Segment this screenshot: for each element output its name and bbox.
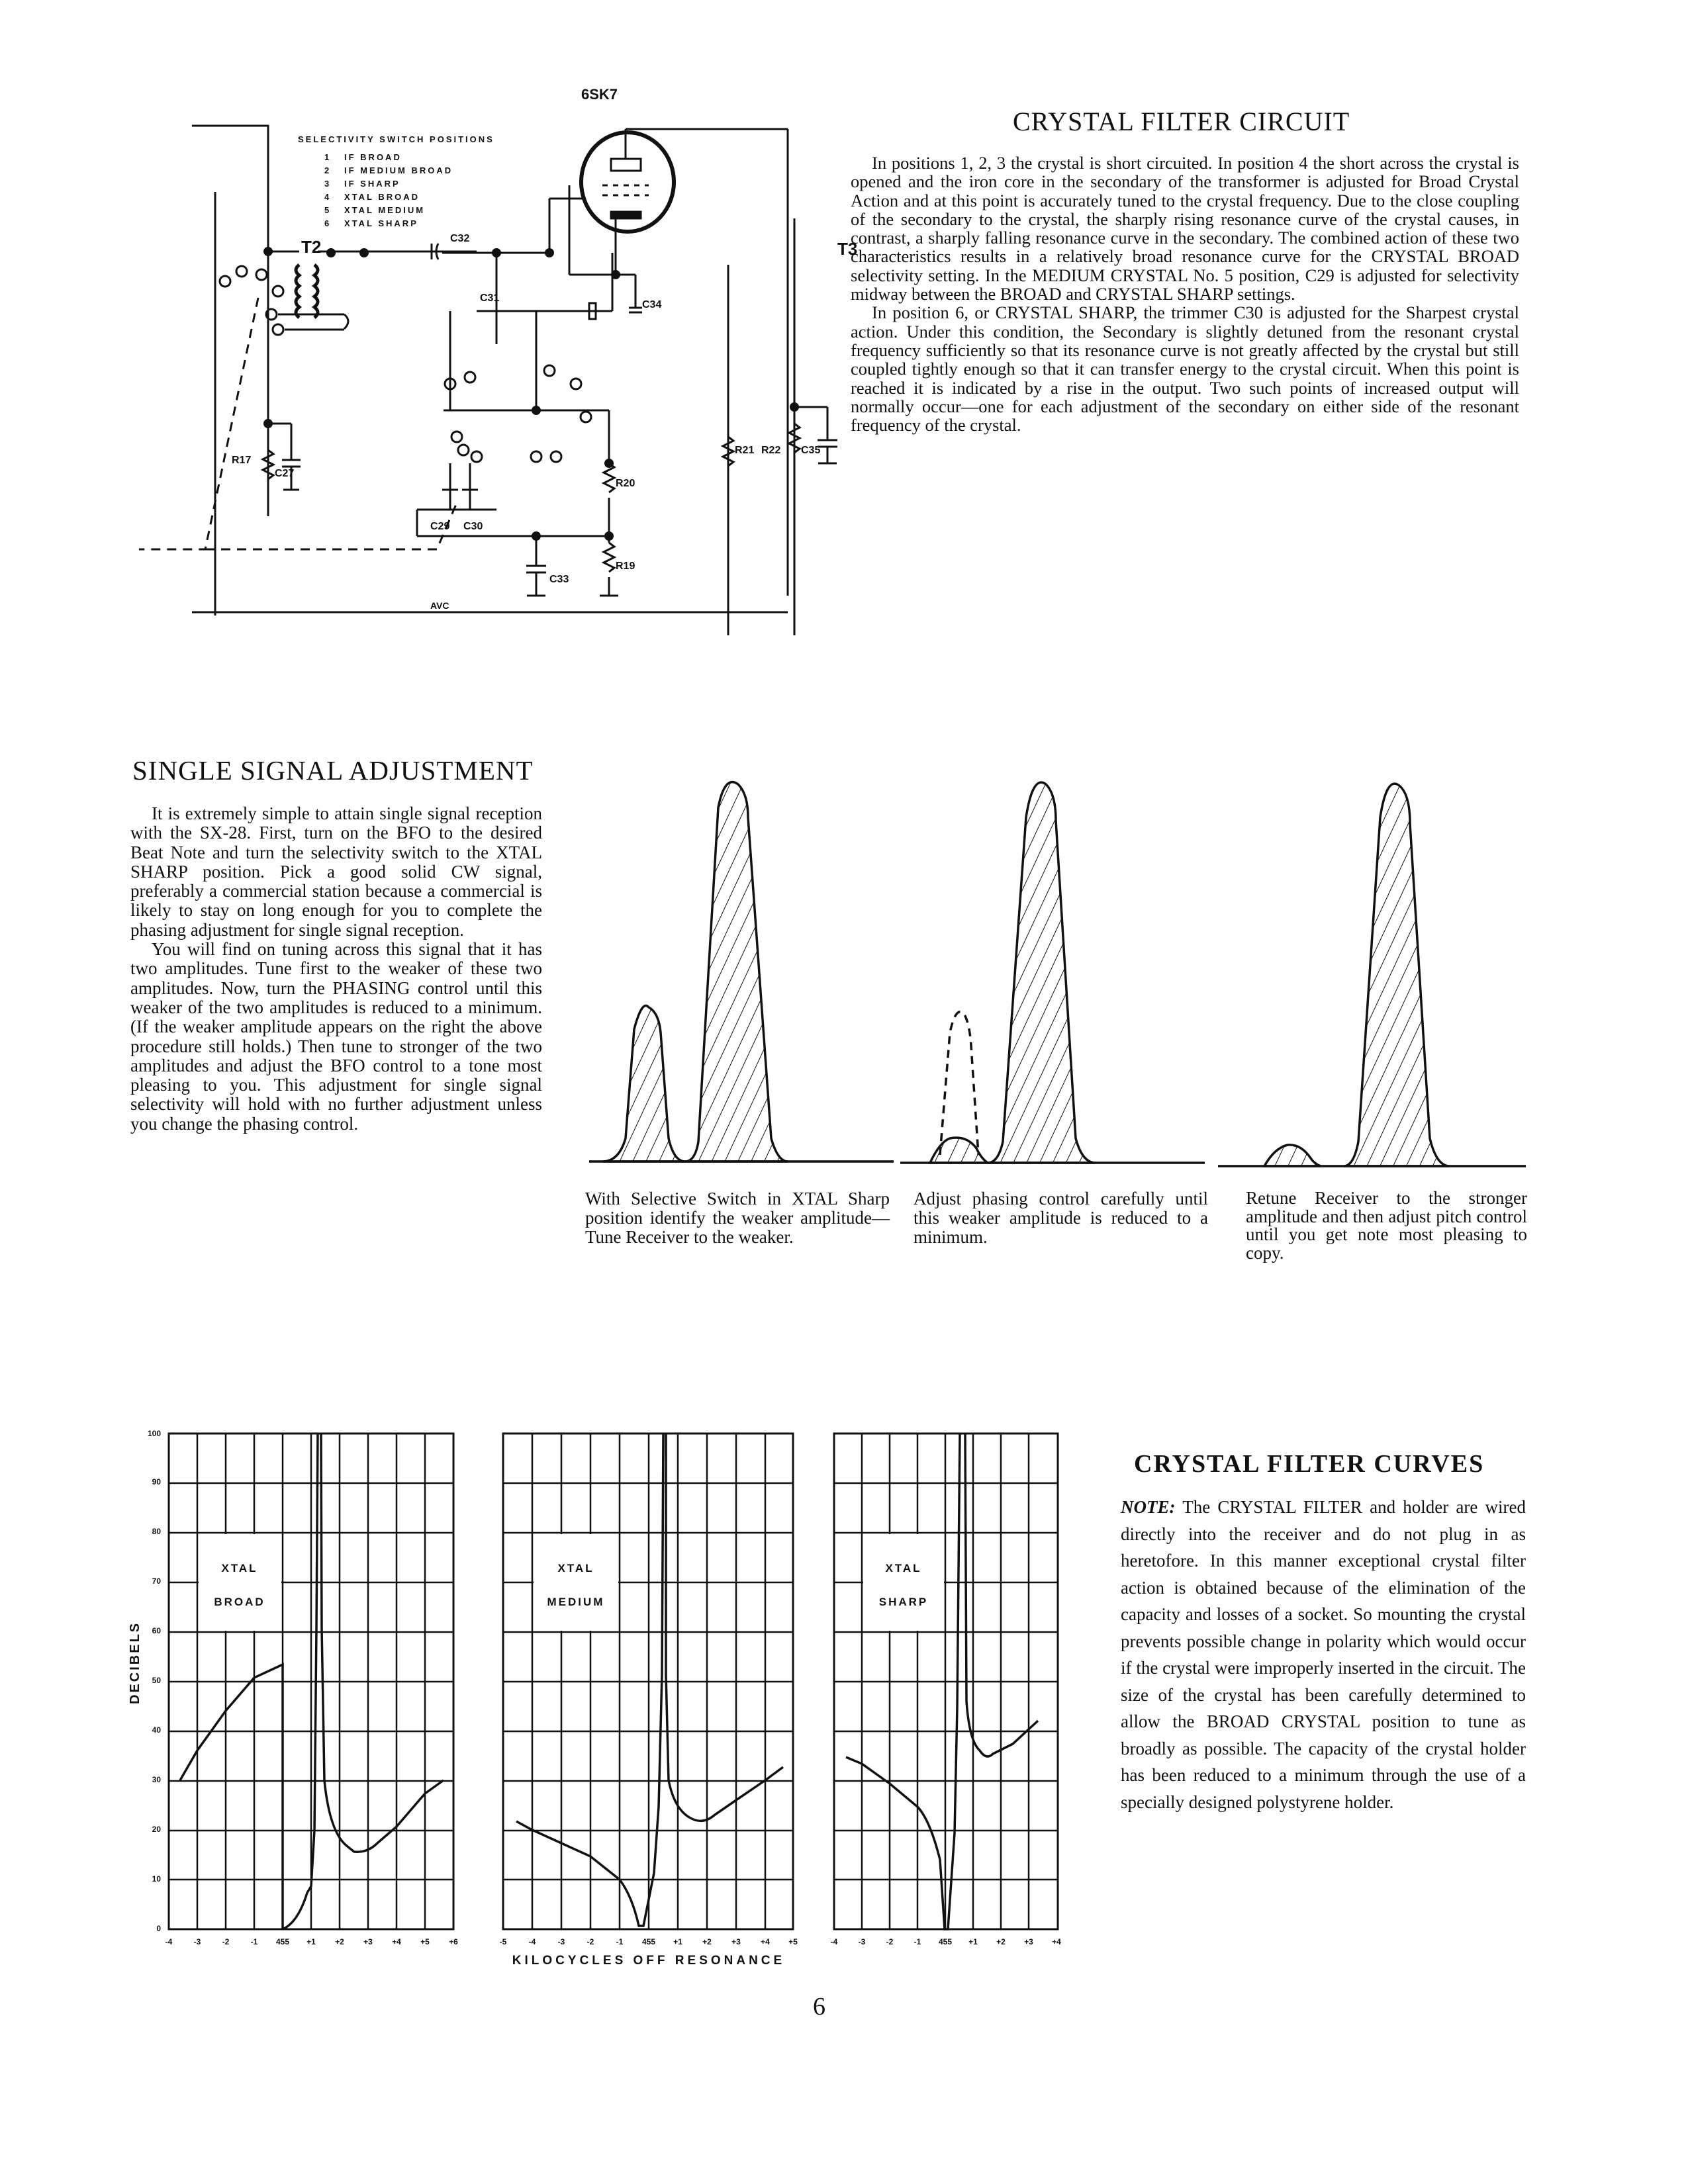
svg-text:80: 80 [152, 1527, 161, 1536]
r22-label: R22 [761, 445, 781, 456]
r19-label: R19 [616, 561, 635, 572]
svg-text:30: 30 [152, 1775, 161, 1784]
step-1-caption: With Selective Switch in XTAL Sharp position identify the weaker amplitude—Tune Receiver to the weaker. [585, 1189, 890, 1247]
svg-text:XTAL: XTAL [885, 1562, 922, 1574]
c34-label: C34 [642, 299, 662, 310]
diagram-step-2 [930, 782, 1096, 1163]
y-axis-label: DECIBELS [128, 1621, 142, 1704]
c29-label: C29 [430, 521, 450, 532]
svg-text:-1: -1 [250, 1937, 258, 1946]
note-text: The CRYSTAL FILTER and holder are wired directly into the receiver and do not plug in as heretofore. In this manner exceptional crystal filter action is obtained because of the elimination of the capacity and losses of a socket. So mounting the crystal prevents possible change in polarity which would occur if the crystal were improperly inserted in the circuit. The size of the crystal has been carefully determined to allow the BROAD CRYSTAL position to tune as broadly as possible. The capacity of the crystal holder has been reduced to a minimum through the use of a specially designed polystyrene holder. [1121, 1497, 1526, 1812]
svg-text:+3: +3 [731, 1937, 741, 1946]
c31-label: C31 [480, 293, 500, 304]
svg-text:BROAD: BROAD [214, 1596, 265, 1608]
svg-text:50: 50 [152, 1676, 161, 1685]
svg-text:455: 455 [275, 1937, 290, 1946]
svg-text:+5: +5 [420, 1937, 430, 1946]
r20-label: R20 [616, 478, 635, 489]
c33-label: C33 [549, 574, 569, 585]
chart-xtal-sharp [831, 1433, 1062, 1946]
svg-text:4: 4 [324, 192, 332, 202]
svg-text:90: 90 [152, 1477, 161, 1486]
svg-text:2: 2 [324, 165, 332, 175]
svg-text:+4: +4 [761, 1937, 770, 1946]
curve-medium [516, 1433, 783, 1926]
svg-text:-1: -1 [616, 1937, 624, 1946]
single-signal-adjustment-text [130, 804, 542, 1134]
svg-text:-3: -3 [557, 1937, 565, 1946]
avc-label: AVC [430, 600, 449, 611]
svg-text:10: 10 [152, 1874, 161, 1884]
svg-text:+4: +4 [1052, 1937, 1061, 1946]
svg-text:+2: +2 [996, 1937, 1006, 1946]
svg-text:+2: +2 [702, 1937, 712, 1946]
svg-text:IF SHARP: IF SHARP [344, 179, 400, 189]
switch-legend [298, 134, 494, 228]
svg-text:SELECTIVITY SWITCH POSITIONS: SELECTIVITY SWITCH POSITIONS [298, 134, 494, 144]
diagram-step-3 [1264, 784, 1450, 1166]
single-signal-adjustment-title: SINGLE SIGNAL ADJUSTMENT [132, 755, 534, 786]
svg-text:-4: -4 [830, 1937, 838, 1946]
paragraph: In positions 1, 2, 3 the crystal is short circuited. In position 4 the short across the crystal is opened and the iron core in the secondary of the transformer is adjusted for Broad Crystal Action and at this point is accurately tuned to the crystal frequency. Due to the close coupling of the secondary to the crystal, the sharply rising resonance curve of the crystal causes, in contrast, a sharply falling resonance curve in the secondary. The combined action of these two characteristics results in a relatively broad resonance curve for the CRYSTAL BROAD selectivity setting. In the MEDIUM CRYSTAL No. 5 position, C29 is adjusted for selectivity midway between the BROAD and CRYSTAL SHARP settings. [851, 153, 1519, 304]
svg-text:5: 5 [324, 205, 332, 215]
crystal-filter-schematic [126, 79, 858, 635]
note-label: NOTE: [1121, 1497, 1176, 1517]
svg-text:IF BROAD: IF BROAD [344, 152, 402, 162]
svg-text:40: 40 [152, 1725, 161, 1735]
paragraph: It is extremely simple to attain single signal reception with the SX-28. First, turn on the BFO to the desired Beat Note and turn the selectivity switch to the XTAL SHARP position. Pick a good solid CW signal, preferably a commercial station because a commercial is likely to stay on long enough for you to complete the phasing adjustment for single signal reception. [130, 803, 542, 940]
svg-text:-2: -2 [222, 1937, 230, 1946]
svg-text:XTAL BROAD: XTAL BROAD [344, 192, 420, 202]
svg-text:+5: +5 [788, 1937, 798, 1946]
svg-text:XTAL: XTAL [557, 1562, 594, 1574]
schematic-diagram [126, 79, 858, 635]
svg-text:-3: -3 [193, 1937, 201, 1946]
chart-xtal-broad [165, 1433, 459, 1946]
svg-text:-4: -4 [528, 1937, 536, 1946]
svg-text:3: 3 [324, 179, 332, 189]
crystal-filter-curves-text [1121, 1494, 1526, 1815]
svg-text:455: 455 [938, 1937, 953, 1946]
r21-label: R21 [735, 445, 755, 456]
svg-text:6: 6 [324, 218, 332, 228]
svg-text:100: 100 [147, 1429, 161, 1438]
svg-text:+1: +1 [306, 1937, 316, 1946]
svg-text:-1: -1 [914, 1937, 921, 1946]
x-axis-label: KILOCYCLES OFF RESONANCE [512, 1954, 786, 1968]
crystal-filter-circuit-text [851, 154, 1519, 434]
page-number: 6 [813, 1993, 825, 2021]
svg-text:0: 0 [156, 1924, 161, 1933]
svg-text:+3: +3 [363, 1937, 373, 1946]
step-2-caption: Adjust phasing control carefully until this weaker amplitude is reduced to a minimum. [914, 1189, 1208, 1247]
svg-text:IF MEDIUM BROAD: IF MEDIUM BROAD [344, 165, 453, 175]
svg-text:+2: +2 [335, 1937, 344, 1946]
crystal-filter-curves-title: CRYSTAL FILTER CURVES [1134, 1450, 1485, 1478]
chart-xtal-medium [500, 1433, 798, 1968]
svg-text:-5: -5 [499, 1937, 507, 1946]
svg-text:XTAL SHARP: XTAL SHARP [344, 218, 418, 228]
c35-label: C35 [801, 445, 821, 456]
svg-text:-2: -2 [586, 1937, 594, 1946]
t2-label: T2 [301, 237, 322, 257]
svg-text:MEDIUM: MEDIUM [547, 1596, 605, 1608]
c30-label: C30 [463, 521, 483, 532]
y-tick-labels [148, 1429, 161, 1933]
tube-label: 6SK7 [581, 86, 618, 103]
c32-label: C32 [450, 233, 470, 244]
svg-text:XTAL: XTAL [221, 1562, 258, 1574]
step-3-caption: Retune Receiver to the stronger amplitude and then adjust pitch control until you get note most pleasing to copy. [1246, 1188, 1527, 1263]
svg-text:60: 60 [152, 1626, 161, 1635]
svg-text:+1: +1 [673, 1937, 682, 1946]
crystal-filter-circuit-title: CRYSTAL FILTER CIRCUIT [1013, 107, 1350, 136]
svg-text:455: 455 [641, 1937, 656, 1946]
t3-label: T3 [837, 239, 858, 259]
svg-text:20: 20 [152, 1825, 161, 1834]
paragraph: In position 6, or CRYSTAL SHARP, the trimmer C30 is adjusted for the Sharpest crystal action. Under this condition, the Secondary is slightly detuned from the resonant crystal frequency sufficiently so that its resonance curve is not greatly affected by the crystal but still coupled tightly enough so that it can transfer energy to the crystal circuit. When this point is reached it is indicated by a rise in the output. Two such points of increased output will normally occur—one for each adjustment of the secondary on either side of the resonant frequency of the crystal. [851, 302, 1519, 435]
svg-text:-3: -3 [858, 1937, 866, 1946]
paragraph: You will find on tuning across this signal that it has two amplitudes. Tune first to the weaker of these two amplitudes. Now, turn the PHASING control until this weaker of the two amplitudes is reduced to a minimum. (If the weaker amplitude appears on the right the above procedure still holds.) Then tune to stronger of the two amplitudes and adjust the BFO control to a tone most pleasing to you. This adjustment for single signal selectivity will hold with no further adjustment unless you change the phasing control. [130, 939, 542, 1134]
svg-text:+3: +3 [1024, 1937, 1033, 1946]
svg-text:SHARP: SHARP [878, 1596, 929, 1608]
svg-text:XTAL MEDIUM: XTAL MEDIUM [344, 205, 426, 215]
svg-text:+6: +6 [449, 1937, 458, 1946]
svg-text:-4: -4 [165, 1937, 173, 1946]
svg-text:70: 70 [152, 1576, 161, 1586]
phasing-diagrams [583, 761, 1536, 1185]
svg-text:+4: +4 [392, 1937, 401, 1946]
c27-label: C27 [275, 468, 295, 479]
diagram-step-1 [602, 782, 788, 1161]
crystal-filter-charts [119, 1410, 1072, 1968]
r17-label: R17 [232, 455, 252, 466]
svg-text:1: 1 [324, 152, 332, 162]
svg-text:+1: +1 [968, 1937, 978, 1946]
svg-text:-2: -2 [886, 1937, 894, 1946]
